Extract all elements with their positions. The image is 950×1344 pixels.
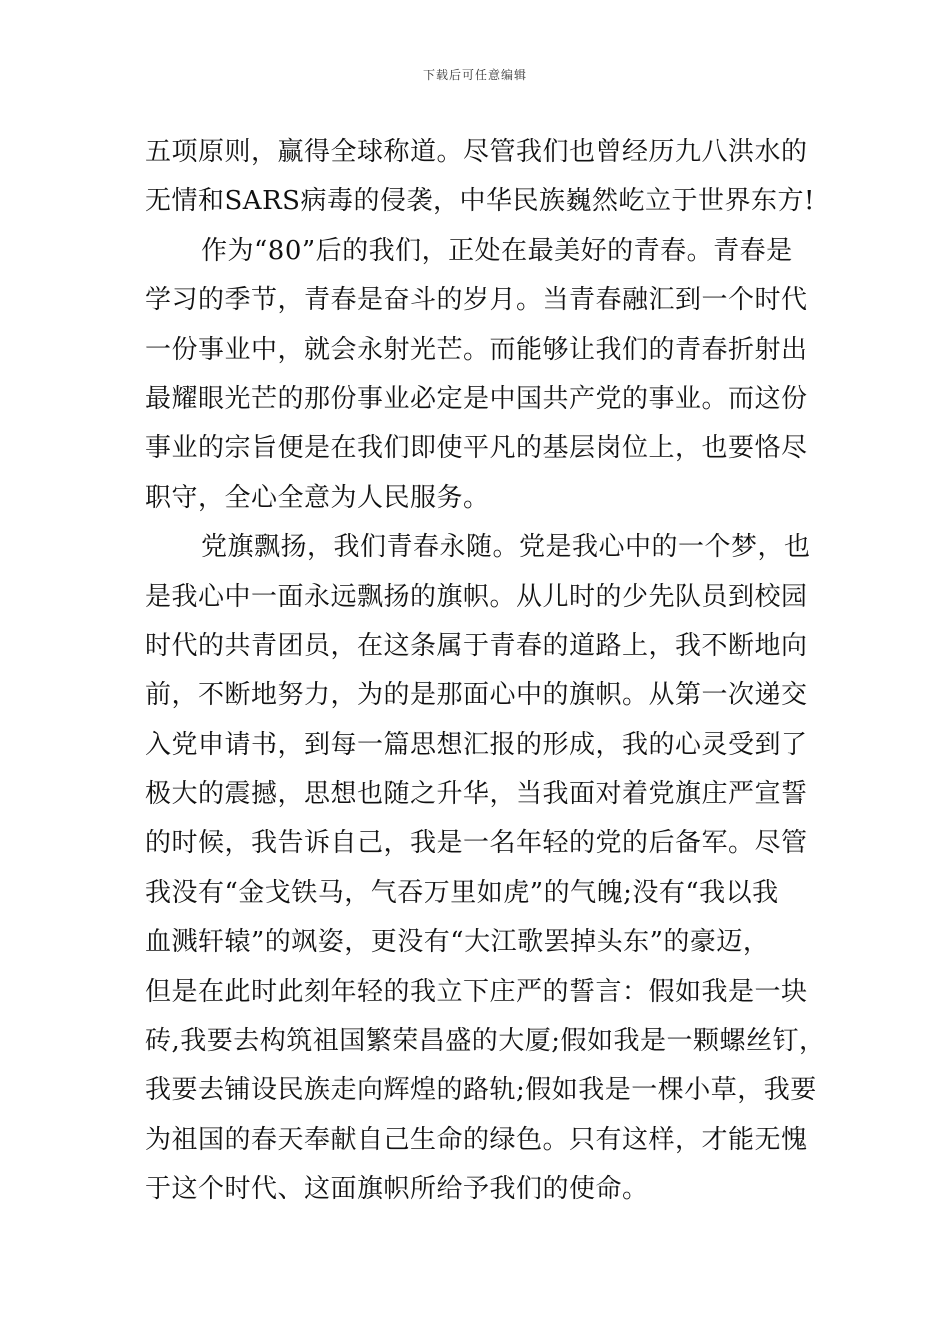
text-line: 事业的宗旨便是在我们即使平凡的基层岗位上，也要恪尽 xyxy=(145,433,808,464)
document-body xyxy=(145,128,826,1215)
text-line: 学习的季节，青春是奋斗的岁月。当青春融汇到一个时代 xyxy=(145,285,808,316)
text-line: 我要去铺设民族走向辉煌的路轨;假如我是一棵小草，我要 xyxy=(145,1075,817,1106)
text-line: 五项原则，赢得全球称道。尽管我们也曾经历九八洪水的 xyxy=(145,137,808,167)
text-line: 是我心中一面永远飘扬的旗帜。从儿时的少先队员到校园 xyxy=(145,581,808,612)
paragraph-start-line: 党旗飘扬，我们青春永随。党是我心中的一个梦，也 xyxy=(201,532,811,563)
text-line: 无情和SARS病毒的侵袭，中华民族巍然屹立于世界东方! xyxy=(145,186,815,217)
paragraph-start-line: 作为“80”后的我们，正处在最美好的青春。青春是 xyxy=(201,235,793,266)
text-line: 职守，全心全意为人民服务。 xyxy=(145,482,490,513)
text-line: 我没有“金戈铁马，气吞万里如虎”的气魄;没有“我以我 xyxy=(145,877,779,908)
text-line: 但是在此时此刻年轻的我立下庄严的誓言：假如我是一块 xyxy=(145,976,808,1007)
text-line: 为祖国的春天奉献自己生命的绿色。只有这样，才能无愧 xyxy=(145,1124,808,1155)
text-line: 时代的共青团员，在这条属于青春的道路上，我不断地向 xyxy=(145,630,808,661)
text-line: 最耀眼光芒的那份事业必定是中国共产党的事业。而这份 xyxy=(145,383,808,414)
text-line: 入党申请书，到每一篇思想汇报的形成，我的心灵受到了 xyxy=(145,729,808,760)
text-line: 血溅轩辕”的飒姿，更没有“大江歌罢掉头东”的豪迈， xyxy=(145,927,770,958)
text-line: 前，不断地努力，为的是那面心中的旗帜。从第一次递交 xyxy=(145,680,808,711)
text-line: 于这个时代、这面旗帜所给予我们的使命。 xyxy=(145,1174,649,1205)
page-header: 下载后可任意编辑 xyxy=(422,68,527,82)
text-line: 一份事业中，就会永射光芒。而能够让我们的青春折射出 xyxy=(145,334,808,365)
text-line: 极大的震撼，思想也随之升华，当我面对着党旗庄严宣誓 xyxy=(145,779,808,810)
text-line: 砖,我要去构筑祖国繁荣昌盛的大厦;假如我是一颗螺丝钉， xyxy=(145,1026,826,1057)
text-line: 的时候，我告诉自己，我是一名年轻的党的后备军。尽管 xyxy=(145,828,808,859)
